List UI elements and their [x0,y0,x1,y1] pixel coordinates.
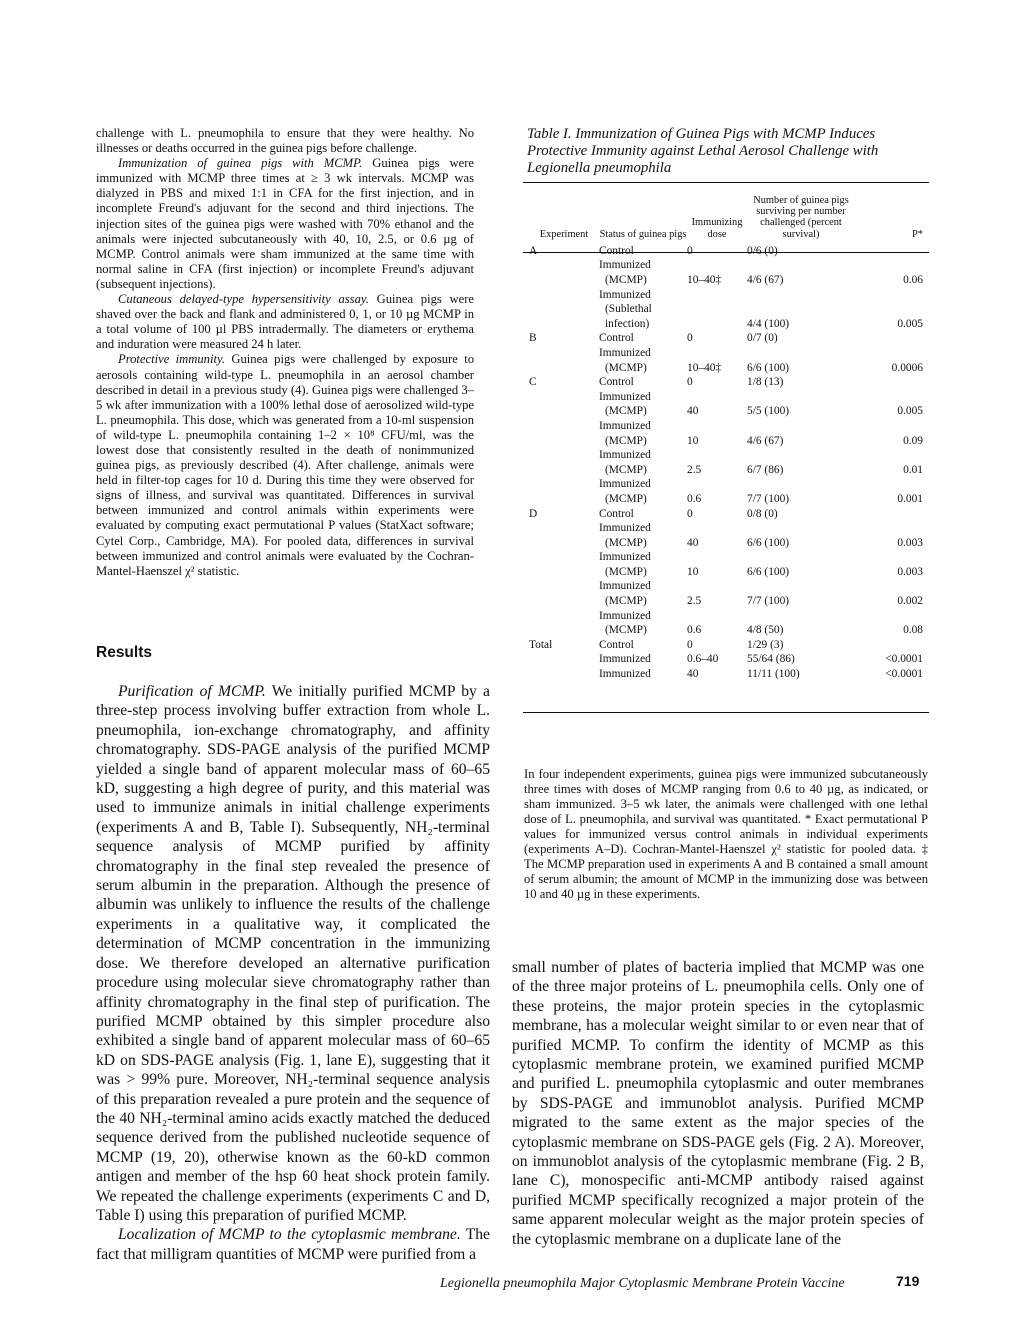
cell-p-value [855,448,929,477]
experiment-label: C [529,376,537,389]
cell-survival-text: 4/6 (67) [747,274,784,286]
cell-status [599,609,687,638]
cell-p-value-text: 0.08 [903,624,923,637]
cell-p-value [855,390,929,419]
cell-dose-text: 0 [687,332,693,345]
status-line: Control [599,638,634,651]
header-status: Status of guinea pigs [599,228,687,240]
cell-survival-text: 4/8 (50) [747,624,784,637]
cell-experiment [523,638,599,653]
cell-experiment [523,448,599,477]
cell-dose [687,550,747,579]
cell-dose-text: 10–40‡ [687,361,722,374]
cell-survival-text: 6/6 (100) [747,536,790,549]
cell-status [599,667,687,682]
cell-dose-text: 0.6 [687,624,702,637]
cell-survival [747,375,855,390]
header-dose: Immunizing dose [691,217,743,240]
cell-survival [747,652,855,667]
cell-p-value [855,419,929,448]
cell-p-value [855,550,929,579]
cell-survival [747,507,855,522]
methods-paragraph-challenge: challenge with L. pneumophila to ensure that they were healthy. No illnesses or deaths occurred in the guinea pigs before challenge. [96,126,474,156]
cell-p-value-text: 0.001 [897,492,923,505]
status-line: (MCMP) [605,492,647,505]
status-line: Immunized [599,449,651,462]
cell-p-value [855,244,929,259]
status-line: Immunized [599,419,651,432]
cell-p-value-text: <0.0001 [885,653,923,666]
cell-dose [687,609,747,638]
cell-dose-text: 0 [687,507,693,520]
table-row [523,258,929,287]
cell-survival-text: 6/7 (86) [747,463,784,476]
cell-survival-text: 5/5 (100) [747,405,790,418]
cell-status [599,579,687,608]
cell-survival [747,521,855,550]
status-line: (MCMP) [605,595,647,608]
table-row [523,288,929,332]
table-row [523,667,929,682]
experiment-label: A [529,244,538,257]
cell-survival-text: 4/6 (67) [747,434,784,447]
cell-experiment [523,375,599,390]
cell-status [599,346,687,375]
table-row [523,244,929,259]
status-line: (MCMP) [605,624,647,637]
paragraph-text: Guinea pigs were shaved over the back and flank and administered 0, 1, or 10 µg MCMP in a total volume of 100 µl PBS intradermally. The diameters or erythema and induration were measured 24 h later. [96,292,474,352]
cell-status [599,550,687,579]
status-line: (MCMP) [605,405,647,418]
cell-status [599,419,687,448]
cell-status [599,448,687,477]
status-line: Control [599,332,634,345]
table-bottom-rule [523,712,929,713]
cell-experiment [523,579,599,608]
table-row [523,507,929,522]
cell-dose-text: 0 [687,376,693,389]
cell-experiment [523,258,599,287]
cell-dose [687,477,747,506]
table-header-row [523,195,929,244]
cell-survival-text: 6/6 (100) [747,361,790,374]
page-number: 719 [896,1273,920,1289]
cell-dose-text: 0 [687,244,693,257]
cell-dose [687,390,747,419]
cell-p-value-text: 0.0006 [891,361,923,374]
cell-experiment [523,346,599,375]
status-line: Immunized [599,390,651,403]
status-line: (MCMP) [605,565,647,578]
cell-survival [747,346,855,375]
cell-survival [747,609,855,638]
experiment-label: D [529,507,538,520]
cell-dose [687,346,747,375]
status-line: Control [599,507,634,520]
cell-p-value [855,288,929,332]
cell-survival-text: 4/4 (100) [747,317,790,330]
cell-survival-text: 1/8 (13) [747,376,784,389]
cell-p-value-text: 0.01 [903,463,923,476]
results-paragraph-continued: small number of plates of bacteria implied that MCMP was one of the three major proteins of L. pneumophila cells. Only one of these proteins, the major protein species in the cytoplasmic membrane, has a molecular weight similar to or even near that of purified MCMP. To confirm the identity of MCMP as this cytoplasmic membrane protein, we examined purified MCMP and purified L. pneumophila cytoplasmic and outer membranes by SDS-PAGE and immunoblot analysis. Purified MCMP migrated to the same extent as the major species of the cytoplasmic membrane on SDS-PAGE gels (Fig. 2 A). Moreover, on immunoblot analysis of the cytoplasmic membrane (Fig. 2 B, lane C), monospecific anti-MCMP antibody raised against purified MCMP specifically recognized a major protein of the same apparent molecular weight as the major protein species of the cytoplasmic membrane on a duplicate lane of the [512,959,924,1248]
cell-p-value [855,507,929,522]
cell-experiment [523,244,599,259]
cell-p-value [855,667,929,682]
cell-status [599,652,687,667]
runin-heading: Protective immunity. [118,352,225,367]
running-title: Legionella pneumophila Major Cytoplasmic Membrane Protein Vaccine [440,1276,845,1291]
cell-dose-text: 40 [687,536,699,549]
methods-paragraph-protective [96,352,474,578]
table-row [523,579,929,608]
experiment-label: B [529,332,537,345]
cell-survival-text: 0/6 (0) [747,244,778,257]
results-section [96,682,490,1264]
cell-dose-text: 0.6–40 [687,653,719,666]
table-row [523,609,929,638]
results-paragraph-localization [96,1225,490,1264]
cell-survival [747,390,855,419]
table-row [523,375,929,390]
cell-p-value [855,521,929,550]
cell-dose [687,258,747,287]
status-line: (MCMP) [605,434,647,447]
paragraph-text: Guinea pigs were immunized with MCMP three times at ≥ 3 wk intervals. MCMP was dialyzed in PBS and mixed 1:1 in CFA for the first injection, and in incomplete Freund's adjuvant for the second and third injections. The injection sites of the guinea pigs were washed with 70% ethanol and the animals were injected subcutaneously with 40, 10, 2.5, or 0.6 µg of MCMP. Control animals were sham immunized at the same time with normal saline in CFA (first injection) or incomplete Freund's adjuvant (subsequent injections). [96,156,474,291]
cell-experiment [523,652,599,667]
cell-p-value-text: 0.003 [897,565,923,578]
cell-status [599,258,687,287]
cell-dose-text: 2.5 [687,595,702,608]
cell-experiment [523,288,599,332]
results-continued [512,958,924,1249]
results-table [523,195,929,682]
cell-status [599,390,687,419]
cell-dose [687,638,747,653]
status-line: (MCMP) [605,463,647,476]
cell-dose-text: 0 [687,638,693,651]
table-row [523,550,929,579]
cell-dose-text: 40 [687,405,699,418]
cell-dose [687,507,747,522]
cell-dose [687,331,747,346]
table-footnote: In four independent experiments, guinea pigs were immunized subcutaneously three times with doses of MCMP ranging from 0.6 to 40 µg, as indicated, or sham immunized. 3–5 wk later, the animals were challenged with one lethal dose of L. pneumophila, and survival was quantitated. * Exact permutational P values for immunized versus control animals in individual experiments (experiments A–D). Cochran-Mantel-Haenszel χ² statistic for pooled data. ‡ The MCMP preparation used in experiments A and B contained a small amount of serum albumin; the amount of MCMP in the immunizing dose was between 10 and 40 µg in these experiments. [524,767,928,901]
table-row [523,419,929,448]
cell-survival [747,638,855,653]
status-line: (Sublethal [605,303,652,316]
table-top-rule [523,182,929,183]
cell-status [599,638,687,653]
paragraph-text: The fact that milligram quantities of MCMP were purified from a [96,1226,490,1263]
cell-survival-text: 55/64 (86) [747,653,795,666]
cell-p-value [855,346,929,375]
cell-experiment [523,521,599,550]
cell-p-value-text: 0.002 [897,595,923,608]
cell-p-value [855,258,929,287]
results-paragraph-purification [96,682,490,1225]
cell-survival-text: 7/7 (100) [747,492,790,505]
table-row [523,346,929,375]
cell-dose [687,448,747,477]
status-line: infection) [605,317,650,330]
cell-p-value-text: 0.09 [903,434,923,447]
paragraph-text: We initially purified MCMP by a three-step process involving buffer extraction from whole L. pneumophila, ion-exchange chromatography, and affinity chromatography. SDS-PAGE analysis of the purified MCMP yielded a single band of apparent molecular mass of 60–65 kD, suggesting a high degree of purity, and this material was used to immunize animals in initial challenge experiments (experiments A and B, Table I). Subsequently, NH₂-terminal sequence analysis of MCMP purified by affinity chromatography in the final step revealed the presence of serum albumin in the preparation. Although the presence of albumin was unlikely to influence the results of the challenge experiments in a qualitative way, it complicated the determination of MCMP concentration in the immunizing dose. We therefore developed an alternative purification procedure using molecular sieve chromatography rather than affinity chromatography in the final step of purification. The purified MCMP obtained by this simpler procedure also exhibited a single band of apparent molecular mass of 60–65 kD on SDS-PAGE analysis (Fig. 1, lane E), suggesting that it was > 99% pure. Moreover, NH₂-terminal sequence analysis of this preparation revealed a pure protein and the sequence of the 40 NH₂-terminal amino acids exactly matched the deduced sequence derived from the published nucleotide sequence of MCMP (19, 20), otherwise known as the 60-kD common antigen and member of the hsp 60 heat shock protein family. We repeated the challenge experiments (experiments C and D, Table I) using this preparation of purified MCMP. [96,683,490,1224]
methods-paragraph-dth [96,292,474,352]
table-body [523,244,929,682]
cell-dose-text: 0.6 [687,492,702,505]
table-row [523,331,929,346]
cell-dose-text: 10 [687,565,699,578]
cell-dose [687,288,747,332]
status-line: (MCMP) [605,536,647,549]
cell-status [599,288,687,332]
table-row [523,638,929,653]
cell-dose [687,521,747,550]
cell-p-value [855,652,929,667]
cell-p-value-text: <0.0001 [885,668,923,681]
status-line: Immunized [599,259,651,272]
cell-dose-text: 10–40‡ [687,274,722,286]
results-heading: Results [96,644,152,661]
cell-p-value-text: 0.005 [897,317,923,330]
status-line: Immunized [599,551,651,564]
status-line: Immunized [599,346,651,359]
cell-status [599,507,687,522]
runin-heading: Localization of MCMP to the cytoplasmic membrane. [118,1226,461,1244]
runin-heading: Purification of MCMP. [118,683,266,700]
cell-survival [747,477,855,506]
cell-p-value [855,579,929,608]
cell-status [599,375,687,390]
cell-dose-text: 2.5 [687,463,702,476]
cell-survival [747,667,855,682]
cell-survival-text: 7/7 (100) [747,595,790,608]
cell-survival-text: 0/7 (0) [747,332,778,345]
cell-survival [747,550,855,579]
cell-p-value [855,331,929,346]
cell-experiment [523,419,599,448]
cell-status [599,521,687,550]
cell-p-value-text: 0.06 [903,274,923,286]
status-line: (MCMP) [605,274,647,286]
cell-survival [747,244,855,259]
status-line: Immunized [599,609,651,622]
cell-survival [747,331,855,346]
cell-dose [687,375,747,390]
header-survival: Number of guinea pigs surviving per number challenged (percent survival) [753,195,849,240]
cell-survival [747,448,855,477]
status-line: Immunized [599,580,651,593]
table-row [523,521,929,550]
cell-survival-text: 1/29 (3) [747,638,784,651]
cell-dose-text: 10 [687,434,699,447]
runin-heading: Immunization of guinea pigs with MCMP. [118,156,363,171]
table-row [523,652,929,667]
cell-status [599,244,687,259]
cell-experiment [523,667,599,682]
cell-p-value [855,638,929,653]
table-title: Table I. Immunization of Guinea Pigs with MCMP Induces Protective Immunity against Lethal Aerosol Challenge with Legionella pneumophila [527,126,879,177]
cell-experiment [523,550,599,579]
cell-survival [747,579,855,608]
cell-survival-text: 11/11 (100) [747,668,800,681]
cell-status [599,477,687,506]
cell-p-value [855,477,929,506]
paragraph-text: Guinea pigs were challenged by exposure to aerosols containing wild-type L. pneumophila in an aerosol chamber described in detail in a previous study (4). Guinea pigs were challenged 3–5 wk after immunization with a 100% lethal dose of aerosolized wild-type L. pneumophila. This dose, which was generated from a 10-ml suspension of wild-type L. pneumophila containing 1–2 × 10⁸ CFU/ml, was the lowest dose that consistently resulted in the death of nonimmunized guinea pigs, as previously described (4). After challenge, animals were held in filter-top cages for 10 d. During this time they were observed for signs of illness, and survival was quantitated. Differences in survival between immunized and control animals within experiments were evaluated by computing exact permutational P values (StatXact software; Cytel Corp., Cambridge, MA). For pooled data, differences in survival between immunized and control animals were evaluated by the Cochran-Mantel-Haenszel χ² statistic. [96,352,474,578]
cell-experiment [523,507,599,522]
cell-dose [687,419,747,448]
cell-dose [687,244,747,259]
table-row [523,448,929,477]
cell-experiment [523,390,599,419]
cell-survival [747,258,855,287]
table-row [523,477,929,506]
methods-section [96,126,474,579]
cell-survival-text: 6/6 (100) [747,565,790,578]
cell-dose [687,667,747,682]
runin-heading: Cutaneous delayed-type hypersensitivity assay. [118,292,369,307]
status-line: Immunized [599,522,651,535]
header-p-value: P* [912,228,923,240]
status-line: (MCMP) [605,361,647,374]
cell-experiment [523,477,599,506]
header-experiment: Experiment [539,228,589,240]
status-line: Immunized [599,478,651,491]
cell-status [599,331,687,346]
cell-survival-text: 0/8 (0) [747,507,778,520]
experiment-label: Total [529,638,553,651]
cell-survival [747,288,855,332]
cell-p-value [855,609,929,638]
cell-p-value [855,375,929,390]
cell-dose [687,652,747,667]
cell-experiment [523,609,599,638]
table-row [523,390,929,419]
status-line: Control [599,376,634,389]
cell-p-value-text: 0.005 [897,405,923,418]
cell-dose-text: 40 [687,668,699,681]
cell-p-value-text: 0.003 [897,536,923,549]
cell-experiment [523,331,599,346]
methods-paragraph-immunization [96,156,474,292]
status-line: Immunized [599,288,651,301]
status-line: Immunized [599,653,651,666]
status-line: Control [599,244,634,257]
cell-survival [747,419,855,448]
cell-dose [687,579,747,608]
status-line: Immunized [599,668,651,681]
